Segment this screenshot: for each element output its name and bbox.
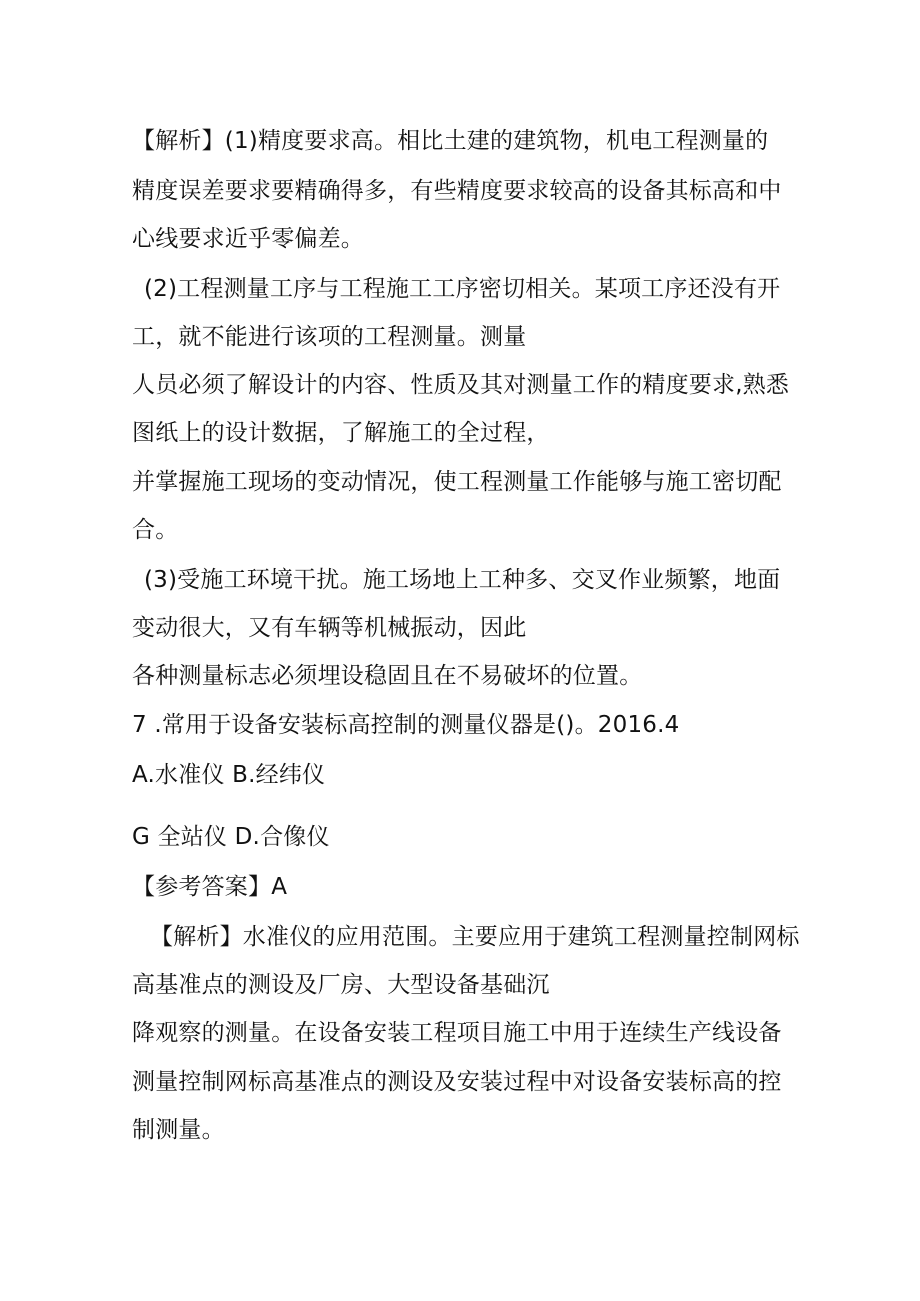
analysis-2-line-4: 图纸上的设计数据，了解施工的全过程，: [132, 420, 550, 446]
analysis-2-line-2: 工，就不能进行该项的工程测量。测量: [132, 324, 527, 350]
reference-answer: 【参考答案】A: [132, 874, 288, 900]
analysis-1-line-3: 心线要求近乎零偏差。: [132, 226, 364, 252]
analysis-q7-line-4: 测量控制网标高基准点的测设及安装过程中对设备安装标高的控: [132, 1069, 782, 1095]
analysis-1-line-1: 【解析】(1)精度要求高。相比土建的建筑物，机电工程测量的: [132, 128, 769, 154]
options-a-b: A.水准仪 B.经纬仪: [132, 762, 326, 788]
analysis-q7-line-5: 制测量。: [132, 1117, 225, 1143]
analysis-3-line-3: 各种测量标志必须埋设稳固且在不易破坏的位置。: [132, 663, 643, 689]
analysis-2-line-5: 并掌握施工现场的变动情况，使工程测量工作能够与施工密切配: [132, 469, 782, 495]
options-c-d: G 全站仪 D.合像仪: [132, 824, 330, 850]
analysis-2-line-3: 人员必须了解设计的内容、性质及其对测量工作的精度要求,熟悉: [132, 372, 790, 398]
analysis-q7-line-2: 高基准点的测设及厂房、大型设备基础沉: [132, 972, 550, 998]
question-7: 7 .常用于设备安装标高控制的测量仪器是()。2016.4: [132, 712, 680, 738]
analysis-q7-line-3: 降观察的测量。在设备安装工程项目施工中用于连续生产线设备: [132, 1020, 782, 1046]
analysis-1-line-2: 精度误差要求要精确得多，有些精度要求较高的设备其标高和中: [132, 178, 782, 204]
analysis-3-line-2: 变动很大，又有车辆等机械振动，因此: [132, 615, 527, 641]
analysis-2-line-6: 合。: [132, 517, 179, 543]
analysis-3-line-1: (3)受施工环境干扰。施工场地上工种多、交叉作业频繁，地面: [144, 567, 781, 593]
analysis-2-line-1: (2)工程测量工序与工程施工工序密切相关。某项工序还没有开: [144, 276, 781, 302]
analysis-q7-line-1: 【解析】水准仪的应用范围。主要应用于建筑工程测量控制网标: [150, 924, 800, 950]
